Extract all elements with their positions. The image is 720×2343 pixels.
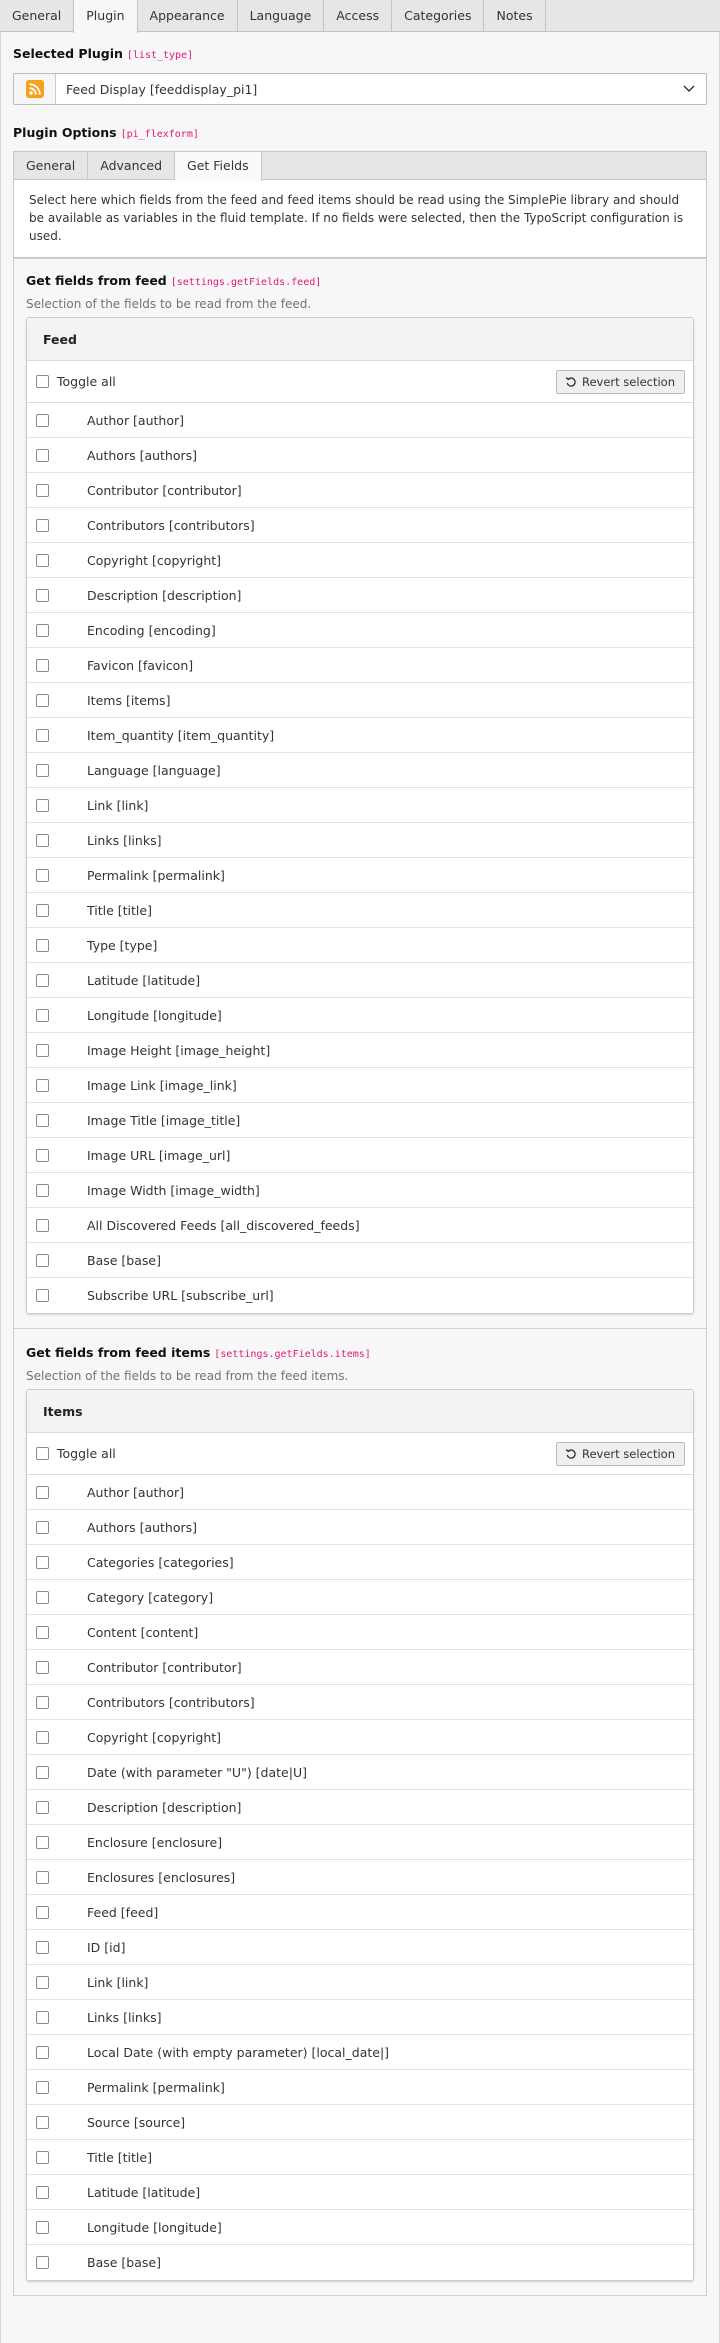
feed-field-checkbox[interactable] bbox=[36, 1149, 49, 1162]
feed-field-row[interactable] bbox=[27, 788, 693, 823]
feed-field-label[interactable]: Contributor [contributor] bbox=[87, 482, 242, 498]
feed-field-label[interactable]: Language [language] bbox=[87, 762, 221, 778]
items-revert-selection-button[interactable] bbox=[556, 1442, 685, 1466]
item-field-label[interactable]: ID [id] bbox=[87, 1939, 126, 1955]
feed-field-checkbox[interactable] bbox=[36, 939, 49, 952]
feed-field-label[interactable]: Description [description] bbox=[87, 587, 242, 603]
feed-fields-section bbox=[13, 258, 707, 1328]
selected-plugin-heading bbox=[13, 46, 707, 64]
feed-field-label[interactable]: Image Link [image_link] bbox=[87, 1077, 237, 1093]
rss-icon-box bbox=[14, 74, 56, 104]
top-tab-bar bbox=[0, 0, 720, 32]
item-field-row[interactable] bbox=[27, 1825, 693, 1860]
undo-icon bbox=[565, 376, 577, 388]
feed-field-row[interactable] bbox=[27, 753, 693, 788]
item-field-label[interactable]: Longitude [longitude] bbox=[87, 2219, 222, 2235]
item-field-label[interactable]: Contributor [contributor] bbox=[87, 1659, 242, 1675]
item-field-checkbox[interactable] bbox=[36, 1661, 49, 1674]
item-field-row[interactable] bbox=[27, 1895, 693, 1930]
feed-field-checkbox[interactable] bbox=[36, 414, 49, 427]
feed-field-checkbox[interactable] bbox=[36, 449, 49, 462]
item-field-checkbox[interactable] bbox=[36, 1626, 49, 1639]
item-field-row[interactable] bbox=[27, 1860, 693, 1895]
item-field-row[interactable] bbox=[27, 1650, 693, 1685]
items-toggle-all-label[interactable]: Toggle all bbox=[57, 1446, 116, 1461]
feed-field-row[interactable] bbox=[27, 858, 693, 893]
item-field-row[interactable] bbox=[27, 1580, 693, 1615]
feed-field-checkbox[interactable] bbox=[36, 974, 49, 987]
feed-field-label[interactable]: Image Height [image_height] bbox=[87, 1042, 271, 1058]
feed-field-row[interactable] bbox=[27, 543, 693, 578]
plugin-panel bbox=[0, 32, 720, 2343]
item-field-row[interactable] bbox=[27, 1545, 693, 1580]
item-field-label[interactable]: Contributors [contributors] bbox=[87, 1694, 255, 1710]
plugin-select[interactable] bbox=[13, 73, 707, 105]
item-field-label[interactable]: Description [description] bbox=[87, 1799, 242, 1815]
items-card-title: Items bbox=[27, 1390, 693, 1433]
tab-notes[interactable]: Notes bbox=[484, 0, 545, 31]
feed-field-row[interactable] bbox=[27, 1138, 693, 1173]
item-field-label[interactable]: Base [base] bbox=[87, 2255, 161, 2270]
items-section-code: [settings.getFields.items] bbox=[214, 1349, 371, 1360]
item-field-checkbox[interactable] bbox=[36, 1941, 49, 1954]
feed-field-checkbox[interactable] bbox=[36, 1009, 49, 1022]
item-field-label[interactable]: Copyright [copyright] bbox=[87, 1729, 222, 1745]
item-field-label[interactable]: Date (with parameter "U") [date|U] bbox=[87, 1764, 307, 1780]
tab-general[interactable]: General bbox=[0, 0, 74, 31]
plugin-options-label: Plugin Options bbox=[13, 125, 117, 140]
feed-field-label[interactable]: Items [items] bbox=[87, 692, 171, 708]
feed-toggle-all-checkbox[interactable] bbox=[36, 375, 49, 388]
items-fields-card bbox=[26, 1389, 694, 2281]
feed-field-checkbox[interactable] bbox=[36, 484, 49, 497]
item-field-label[interactable]: Enclosures [enclosures] bbox=[87, 1869, 236, 1885]
feed-field-row[interactable] bbox=[27, 718, 693, 753]
tab-options-get-fields[interactable]: Get Fields bbox=[175, 152, 262, 181]
feed-field-label[interactable]: Base [base] bbox=[87, 1252, 161, 1268]
feed-field-checkbox[interactable] bbox=[36, 799, 49, 812]
item-field-label[interactable]: Link [link] bbox=[87, 1974, 149, 1990]
feed-field-row[interactable] bbox=[27, 1243, 693, 1278]
item-field-label[interactable]: Latitude [latitude] bbox=[87, 2184, 201, 2200]
tab-options-general[interactable]: General bbox=[14, 152, 88, 179]
plugin-select-value: Feed Display [feeddisplay_pi1] bbox=[66, 81, 258, 97]
item-field-label[interactable]: Author [author] bbox=[87, 1484, 185, 1500]
item-field-checkbox[interactable] bbox=[36, 2186, 49, 2199]
feed-field-checkbox[interactable] bbox=[36, 1184, 49, 1197]
feed-field-label[interactable]: Image Title [image_title] bbox=[87, 1112, 241, 1128]
feed-field-checkbox[interactable] bbox=[36, 869, 49, 882]
feed-field-row[interactable] bbox=[27, 1033, 693, 1068]
item-field-row[interactable] bbox=[27, 2105, 693, 2140]
feed-field-checkbox[interactable] bbox=[36, 519, 49, 532]
feed-field-checkbox[interactable] bbox=[36, 554, 49, 567]
item-field-checkbox[interactable] bbox=[36, 1871, 49, 1884]
tab-access[interactable]: Access bbox=[324, 0, 392, 31]
item-field-checkbox[interactable] bbox=[36, 2116, 49, 2129]
item-field-checkbox[interactable] bbox=[36, 2046, 49, 2059]
feed-field-checkbox[interactable] bbox=[36, 589, 49, 602]
item-field-label[interactable]: Source [source] bbox=[87, 2114, 186, 2130]
item-field-checkbox[interactable] bbox=[36, 1521, 49, 1534]
feed-field-checkbox[interactable] bbox=[36, 1079, 49, 1092]
items-section-title: Get fields from feed items bbox=[26, 1345, 211, 1360]
feed-section-description: Selection of the fields to be read from the feed. bbox=[26, 297, 312, 311]
feed-field-checkbox[interactable] bbox=[36, 764, 49, 777]
item-field-label[interactable]: Links [links] bbox=[87, 2009, 162, 2025]
feed-fields-card bbox=[26, 317, 694, 1314]
item-field-label[interactable]: Content [content] bbox=[87, 1624, 199, 1640]
feed-section-heading bbox=[26, 273, 694, 291]
item-field-label[interactable]: Feed [feed] bbox=[87, 1904, 159, 1920]
tab-categories[interactable]: Categories bbox=[392, 0, 484, 31]
feed-field-checkbox[interactable] bbox=[36, 659, 49, 672]
feed-field-row[interactable] bbox=[27, 1103, 693, 1138]
tab-language[interactable]: Language bbox=[238, 0, 325, 31]
items-toggle-row bbox=[27, 1433, 693, 1475]
feed-field-row[interactable] bbox=[27, 438, 693, 473]
item-field-checkbox[interactable] bbox=[36, 1486, 49, 1499]
item-field-row[interactable] bbox=[27, 2070, 693, 2105]
undo-icon bbox=[565, 1448, 577, 1460]
item-field-row[interactable] bbox=[27, 2035, 693, 2070]
plugin-options-heading bbox=[13, 125, 707, 143]
get-fields-description: Select here which fields from the feed and feed items should be read using the SimplePie library and should be available as variables in the fluid template. If no fields were selected, then the TypoScript configuration is used. bbox=[13, 179, 707, 258]
item-field-row[interactable] bbox=[27, 1790, 693, 1825]
feed-field-label[interactable]: Image URL [image_url] bbox=[87, 1147, 231, 1163]
options-tab-bar bbox=[13, 151, 707, 179]
item-field-checkbox[interactable] bbox=[36, 2256, 49, 2269]
items-fields-section bbox=[13, 1328, 707, 2296]
feed-field-row[interactable] bbox=[27, 508, 693, 543]
item-field-checkbox[interactable] bbox=[36, 2151, 49, 2164]
item-field-checkbox[interactable] bbox=[36, 1766, 49, 1779]
feed-field-label[interactable]: Latitude [latitude] bbox=[87, 972, 201, 988]
feed-field-checkbox[interactable] bbox=[36, 1254, 49, 1267]
item-field-row[interactable] bbox=[27, 1615, 693, 1650]
item-field-checkbox[interactable] bbox=[36, 1976, 49, 1989]
feed-field-label[interactable]: Image Width [image_width] bbox=[87, 1182, 260, 1198]
tab-appearance[interactable]: Appearance bbox=[138, 0, 238, 31]
item-field-checkbox[interactable] bbox=[36, 2011, 49, 2024]
selected-plugin-code: [list_type] bbox=[126, 50, 194, 61]
feed-field-row[interactable] bbox=[27, 473, 693, 508]
item-field-row[interactable] bbox=[27, 2140, 693, 2175]
item-field-row[interactable] bbox=[27, 1685, 693, 1720]
feed-field-label[interactable]: Subscribe URL [subscribe_url] bbox=[87, 1288, 274, 1303]
feed-field-checkbox[interactable] bbox=[36, 729, 49, 742]
feed-toggle-row bbox=[27, 361, 693, 403]
item-field-checkbox[interactable] bbox=[36, 2221, 49, 2234]
tab-options-advanced[interactable]: Advanced bbox=[88, 152, 175, 179]
feed-field-row[interactable] bbox=[27, 1208, 693, 1243]
feed-field-row[interactable] bbox=[27, 403, 693, 438]
feed-field-label[interactable]: Favicon [favicon] bbox=[87, 657, 194, 673]
item-field-label[interactable]: Local Date (with empty parameter) [local_date|] bbox=[87, 2044, 390, 2060]
item-field-label[interactable]: Enclosure [enclosure] bbox=[87, 1834, 223, 1850]
item-field-checkbox[interactable] bbox=[36, 1696, 49, 1709]
item-field-label[interactable]: Authors [authors] bbox=[87, 1519, 198, 1535]
feed-field-label[interactable]: Longitude [longitude] bbox=[87, 1007, 222, 1023]
feed-field-row[interactable] bbox=[27, 998, 693, 1033]
feed-field-label[interactable]: Contributors [contributors] bbox=[87, 517, 255, 533]
item-field-row[interactable] bbox=[27, 1965, 693, 2000]
feed-field-label[interactable]: Type [type] bbox=[87, 937, 158, 953]
item-field-row[interactable] bbox=[27, 1930, 693, 1965]
item-field-row[interactable] bbox=[27, 2210, 693, 2245]
rss-icon bbox=[26, 80, 44, 98]
plugin-options-code: [pi_flexform] bbox=[120, 129, 199, 140]
feed-field-checkbox[interactable] bbox=[36, 1219, 49, 1232]
feed-field-checkbox[interactable] bbox=[36, 694, 49, 707]
item-field-checkbox[interactable] bbox=[36, 1836, 49, 1849]
item-field-row[interactable] bbox=[27, 2175, 693, 2210]
feed-field-label[interactable]: Authors [authors] bbox=[87, 447, 198, 463]
feed-field-row[interactable] bbox=[27, 823, 693, 858]
feed-field-row[interactable] bbox=[27, 928, 693, 963]
feed-field-row[interactable] bbox=[27, 963, 693, 998]
item-field-label[interactable]: Categories [categories] bbox=[87, 1554, 234, 1570]
feed-field-label[interactable]: Encoding [encoding] bbox=[87, 622, 216, 638]
feed-field-label[interactable]: Author [author] bbox=[87, 412, 185, 428]
feed-field-label[interactable]: Permalink [permalink] bbox=[87, 867, 225, 883]
item-field-row[interactable] bbox=[27, 2245, 693, 2280]
items-toggle-all-checkbox[interactable] bbox=[36, 1447, 49, 1460]
item-field-checkbox[interactable] bbox=[36, 2081, 49, 2094]
item-field-row[interactable] bbox=[27, 1755, 693, 1790]
feed-field-label[interactable]: Title [title] bbox=[87, 902, 152, 918]
feed-field-row[interactable] bbox=[27, 893, 693, 928]
feed-field-row[interactable] bbox=[27, 1173, 693, 1208]
feed-field-checkbox[interactable] bbox=[36, 1114, 49, 1127]
feed-field-checkbox[interactable] bbox=[36, 1289, 49, 1302]
feed-field-list bbox=[27, 403, 693, 1313]
item-field-checkbox[interactable] bbox=[36, 1591, 49, 1604]
feed-field-row[interactable] bbox=[27, 613, 693, 648]
feed-field-label[interactable]: Item_quantity [item_quantity] bbox=[87, 727, 275, 743]
feed-field-label[interactable]: Link [link] bbox=[87, 797, 149, 813]
feed-revert-selection-button[interactable] bbox=[556, 370, 685, 394]
item-field-label[interactable]: Category [category] bbox=[87, 1589, 214, 1605]
feed-card-title: Feed bbox=[27, 318, 693, 361]
feed-field-label[interactable]: Links [links] bbox=[87, 832, 162, 848]
feed-field-checkbox[interactable] bbox=[36, 904, 49, 917]
feed-toggle-all-label[interactable]: Toggle all bbox=[57, 374, 116, 389]
feed-field-row[interactable] bbox=[27, 648, 693, 683]
feed-field-row[interactable] bbox=[27, 1278, 693, 1313]
tab-plugin[interactable]: Plugin bbox=[73, 0, 137, 33]
feed-field-checkbox[interactable] bbox=[36, 1044, 49, 1057]
feed-section-code: [settings.getFields.feed] bbox=[170, 277, 322, 288]
item-field-checkbox[interactable] bbox=[36, 1731, 49, 1744]
item-field-checkbox[interactable] bbox=[36, 1801, 49, 1814]
item-field-row[interactable] bbox=[27, 2000, 693, 2035]
chevron-down-icon bbox=[672, 85, 706, 93]
item-field-checkbox[interactable] bbox=[36, 1906, 49, 1919]
feed-field-label[interactable]: All Discovered Feeds [all_discovered_feeds] bbox=[87, 1217, 360, 1233]
item-field-checkbox[interactable] bbox=[36, 1556, 49, 1569]
item-field-row[interactable] bbox=[27, 1475, 693, 1510]
items-revert-label: Revert selection bbox=[581, 1446, 675, 1461]
feed-field-checkbox[interactable] bbox=[36, 624, 49, 637]
feed-section-title: Get fields from feed bbox=[26, 273, 167, 288]
feed-field-checkbox[interactable] bbox=[36, 834, 49, 847]
feed-field-row[interactable] bbox=[27, 1068, 693, 1103]
feed-field-row[interactable] bbox=[27, 683, 693, 718]
item-field-row[interactable] bbox=[27, 1510, 693, 1545]
items-section-heading bbox=[26, 1345, 694, 1363]
items-field-list bbox=[27, 1475, 693, 2280]
item-field-label[interactable]: Permalink [permalink] bbox=[87, 2079, 225, 2095]
feed-revert-label: Revert selection bbox=[581, 374, 675, 389]
items-section-description: Selection of the fields to be read from the feed items. bbox=[26, 1369, 349, 1383]
feed-field-label[interactable]: Copyright [copyright] bbox=[87, 552, 222, 568]
selected-plugin-label: Selected Plugin bbox=[13, 46, 123, 61]
item-field-row[interactable] bbox=[27, 1720, 693, 1755]
item-field-label[interactable]: Title [title] bbox=[87, 2149, 152, 2165]
feed-field-row[interactable] bbox=[27, 578, 693, 613]
